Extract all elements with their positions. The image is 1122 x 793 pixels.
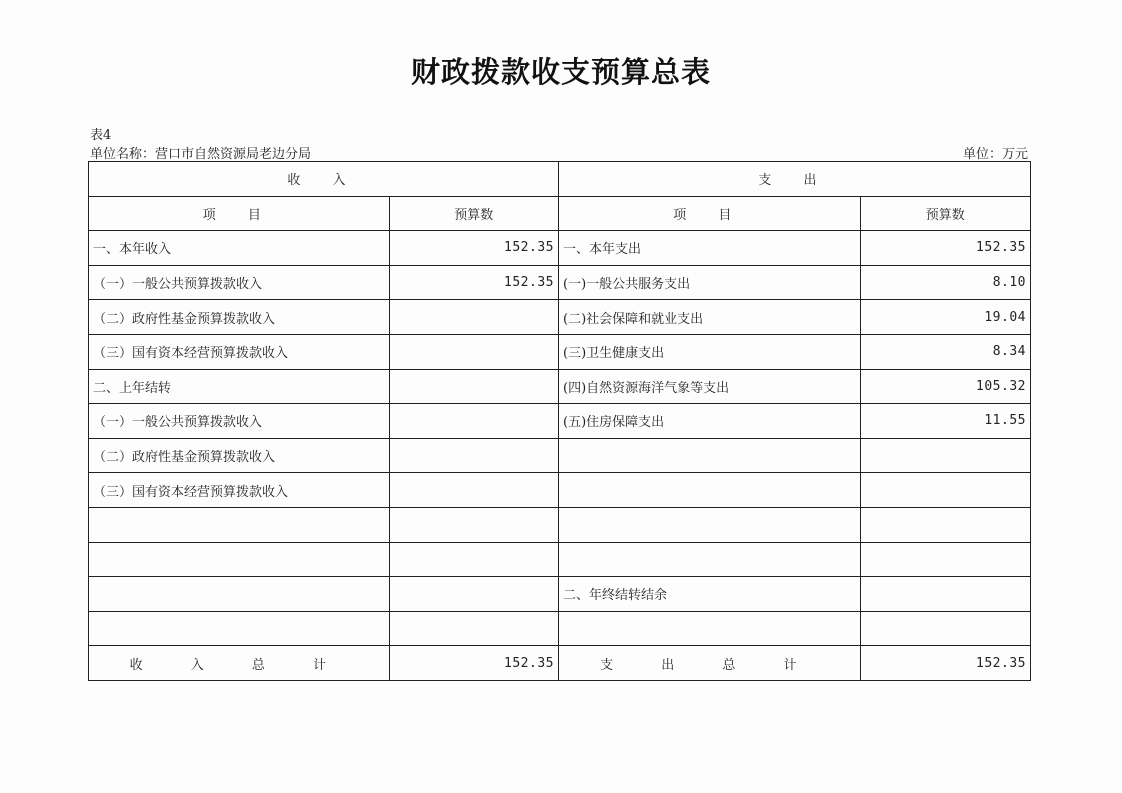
income-row-item: （二）政府性基金预算拨款收入: [89, 438, 390, 473]
income-row: [89, 473, 559, 508]
expense-table: [558, 161, 1031, 681]
income-row-item: （三）国有资本经营预算拨款收入: [89, 334, 390, 369]
income-row-amount: [389, 542, 558, 577]
income-row: [89, 611, 559, 646]
income-row-item: （三）国有资本经营预算拨款收入: [89, 473, 390, 508]
income-row-amount: [389, 334, 558, 369]
expense-row-item: [559, 438, 861, 473]
income-row-amount: [389, 404, 558, 439]
income-row-item: 二、上年结转: [89, 369, 390, 404]
income-row-item: （一）一般公共预算拨款收入: [89, 265, 390, 300]
income-total-row: [89, 646, 559, 681]
expense-row: [559, 438, 1031, 473]
income-row-amount: [389, 611, 558, 646]
expense-total-row: [559, 646, 1031, 681]
income-row: [89, 334, 559, 369]
income-total-amount: 152.35: [389, 646, 558, 681]
expense-row: [559, 507, 1031, 542]
expense-row-item: (四)自然资源海洋气象等支出: [559, 369, 861, 404]
expense-row-amount: [860, 577, 1030, 612]
income-row-item: [89, 507, 390, 542]
income-row-amount: [389, 438, 558, 473]
income-row-amount: [389, 300, 558, 335]
expense-col-amount: 预算数: [860, 196, 1030, 231]
income-row-item: 一、本年收入: [89, 231, 390, 266]
income-row-amount: [389, 473, 558, 508]
income-row: [89, 265, 559, 300]
income-row-item: [89, 611, 390, 646]
expense-row-amount: 11.55: [860, 404, 1030, 439]
income-row-amount: 152.35: [389, 231, 558, 266]
expense-header: 支 出: [559, 162, 1031, 197]
expense-row-amount: [860, 438, 1030, 473]
expense-total-label: 支 出 总 计: [559, 646, 861, 681]
income-row: [89, 404, 559, 439]
income-row-amount: [389, 577, 558, 612]
income-row: [89, 369, 559, 404]
expense-row: [559, 473, 1031, 508]
expense-row-item: (二)社会保障和就业支出: [559, 300, 861, 335]
expense-row-amount: [860, 542, 1030, 577]
income-row-item: （一）一般公共预算拨款收入: [89, 404, 390, 439]
expense-row: [559, 300, 1031, 335]
expense-row-amount: 8.34: [860, 334, 1030, 369]
expense-row-amount: 105.32: [860, 369, 1030, 404]
unit-name: 单位名称：营口市自然资源局老边分局: [90, 147, 312, 162]
page-title: 财政拨款收支预算总表: [410, 55, 711, 89]
expense-row-amount: [860, 611, 1030, 646]
income-row: [89, 507, 559, 542]
income-table: [88, 161, 559, 681]
expense-row-item: [559, 611, 861, 646]
expense-row-amount: [860, 473, 1030, 508]
income-row: [89, 577, 559, 612]
expense-row: [559, 265, 1031, 300]
currency-unit: 单位：万元: [962, 147, 1028, 162]
expense-row-item: [559, 507, 861, 542]
expense-row-item: (一)一般公共服务支出: [559, 265, 861, 300]
expense-row: [559, 369, 1031, 404]
income-total-label: 收 入 总 计: [89, 646, 390, 681]
expense-row-item: (五)住房保障支出: [559, 404, 861, 439]
expense-col-item: 项 目: [559, 196, 861, 231]
expense-row-item: (三)卫生健康支出: [559, 334, 861, 369]
expense-row-amount: 8.10: [860, 265, 1030, 300]
expense-row-amount: [860, 507, 1030, 542]
expense-row-amount: 152.35: [860, 231, 1030, 266]
expense-row-item: 一、本年支出: [559, 231, 861, 266]
expense-row-item: [559, 473, 861, 508]
table-number: 表4: [90, 128, 112, 143]
expense-row: [559, 404, 1031, 439]
expense-row-amount: 19.04: [860, 300, 1030, 335]
income-row-amount: [389, 507, 558, 542]
income-row-amount: 152.35: [389, 265, 558, 300]
expense-row: [559, 334, 1031, 369]
expense-row: [559, 542, 1031, 577]
income-row: [89, 438, 559, 473]
income-header: 收 入: [89, 162, 559, 197]
expense-total-amount: 152.35: [860, 646, 1030, 681]
income-row: [89, 231, 559, 266]
income-row-item: [89, 542, 390, 577]
expense-row: [559, 577, 1031, 612]
income-row: [89, 542, 559, 577]
expense-row-item: [559, 542, 861, 577]
expense-row: [559, 231, 1031, 266]
income-row-item: （二）政府性基金预算拨款收入: [89, 300, 390, 335]
income-col-item: 项 目: [89, 196, 390, 231]
income-row-item: [89, 577, 390, 612]
expense-row-item: 二、年终结转结余: [559, 577, 861, 612]
income-row-amount: [389, 369, 558, 404]
income-row: [89, 300, 559, 335]
income-col-amount: 预算数: [389, 196, 558, 231]
expense-row: [559, 611, 1031, 646]
